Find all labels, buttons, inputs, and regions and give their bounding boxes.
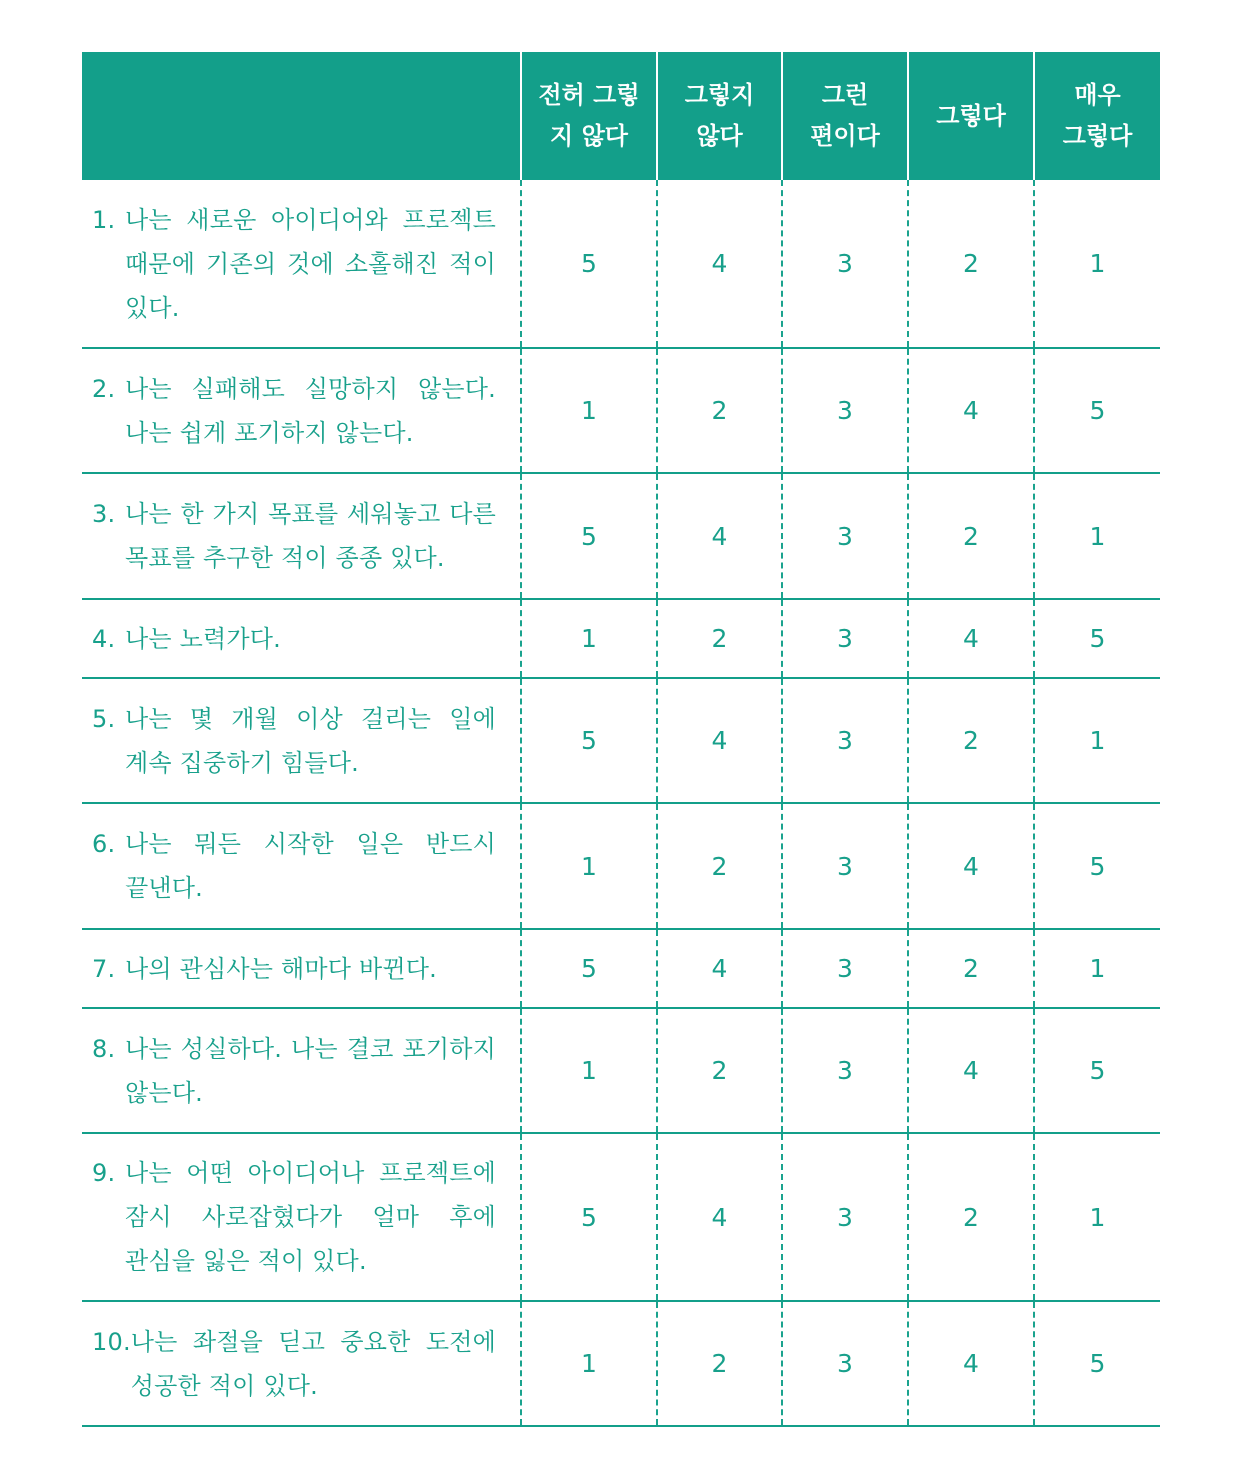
question-cell	[82, 473, 521, 599]
score-cell: 3	[782, 678, 908, 803]
table-row	[82, 599, 1160, 678]
header-row	[82, 52, 1160, 180]
question-cell	[82, 1133, 521, 1301]
header-option-neutral: 그런 편이다	[782, 52, 908, 180]
question-text: 나는 좌절을 딛고 중요한 도전에 성공한 적이 있다.	[130, 1327, 496, 1400]
score-cell: 1	[1034, 678, 1160, 803]
score-cell: 5	[521, 678, 657, 803]
question-text: 나는 성실하다. 나는 결코 포기하지 않는다.	[125, 1034, 496, 1107]
score-cell: 5	[1034, 599, 1160, 678]
table-row	[82, 1008, 1160, 1133]
question-cell	[82, 599, 521, 678]
score-cell: 3	[782, 1008, 908, 1133]
header-option-agree: 그렇다	[908, 52, 1034, 180]
score-cell: 3	[782, 803, 908, 929]
score-cell: 1	[521, 1008, 657, 1133]
header-option-disagree: 그렇지 않다	[657, 52, 782, 180]
question-cell	[82, 180, 521, 348]
question-number: 3.	[92, 500, 116, 528]
header-option-strongly-agree: 매우 그렇다	[1034, 52, 1160, 180]
question-number: 9.	[92, 1159, 116, 1187]
score-cell: 2	[908, 473, 1034, 599]
score-cell: 4	[908, 1301, 1034, 1426]
score-cell: 1	[521, 348, 657, 473]
score-cell: 4	[657, 473, 782, 599]
score-cell: 2	[657, 1008, 782, 1133]
score-cell: 1	[521, 1301, 657, 1426]
score-cell: 4	[908, 348, 1034, 473]
score-cell: 3	[782, 929, 908, 1008]
question-text: 나는 노력가다.	[125, 624, 281, 653]
header-option-strongly-disagree: 전허 그렇 지 않다	[521, 52, 657, 180]
question-cell	[82, 1301, 521, 1426]
table-row	[82, 348, 1160, 473]
question-number: 5.	[92, 704, 116, 733]
table-header	[82, 52, 1160, 180]
score-cell: 2	[657, 803, 782, 929]
question-cell	[82, 929, 521, 1008]
table-row	[82, 180, 1160, 348]
score-cell: 4	[908, 1008, 1034, 1133]
header-corner-cell	[82, 52, 521, 180]
score-cell: 4	[657, 929, 782, 1008]
score-cell: 2	[657, 348, 782, 473]
question-number: 4.	[92, 624, 116, 653]
question-cell	[82, 678, 521, 803]
score-cell: 3	[782, 599, 908, 678]
question-number: 6.	[92, 830, 116, 858]
score-cell: 1	[521, 803, 657, 929]
question-cell	[82, 1008, 521, 1133]
question-number: 7.	[92, 954, 116, 983]
score-cell: 2	[908, 929, 1034, 1008]
score-cell: 2	[657, 599, 782, 678]
table-row	[82, 678, 1160, 803]
score-cell: 3	[782, 1301, 908, 1426]
score-cell: 2	[908, 1133, 1034, 1301]
table-body	[82, 180, 1160, 1426]
grit-survey-table	[82, 52, 1160, 1427]
question-number: 2.	[92, 374, 116, 403]
table-row	[82, 1301, 1160, 1426]
score-cell: 1	[1034, 1133, 1160, 1301]
score-cell: 5	[521, 1133, 657, 1301]
score-cell: 5	[521, 929, 657, 1008]
score-cell: 1	[521, 599, 657, 678]
score-cell: 1	[1034, 180, 1160, 348]
question-number: 8.	[92, 1034, 116, 1063]
score-cell: 4	[657, 180, 782, 348]
question-cell	[82, 348, 521, 473]
score-cell: 4	[908, 803, 1034, 929]
score-cell: 5	[1034, 803, 1160, 929]
question-text: 나는 한 가지 목표를 세워놓고 다른 목표를 추구한 적이 종종 있다.	[125, 500, 496, 572]
score-cell: 1	[1034, 473, 1160, 599]
score-cell: 4	[908, 599, 1034, 678]
score-cell: 3	[782, 1133, 908, 1301]
score-cell: 4	[657, 1133, 782, 1301]
question-text: 나는 실패해도 실망하지 않는다. 나는 쉽게 포기하지 않는다.	[125, 374, 496, 447]
score-cell: 5	[521, 473, 657, 599]
score-cell: 2	[657, 1301, 782, 1426]
score-cell: 3	[782, 348, 908, 473]
score-cell: 3	[782, 473, 908, 599]
score-cell: 5	[1034, 1301, 1160, 1426]
table-row	[82, 803, 1160, 929]
table-row	[82, 473, 1160, 599]
table-row	[82, 1133, 1160, 1301]
score-cell: 5	[1034, 1008, 1160, 1133]
question-number: 1.	[92, 205, 116, 234]
question-text: 나의 관심사는 해마다 바뀐다.	[125, 954, 437, 983]
question-text: 나는 몇 개월 이상 걸리는 일에 계속 집중하기 힘들다.	[125, 704, 496, 777]
table-row	[82, 929, 1160, 1008]
question-cell	[82, 803, 521, 929]
question-number: 10.	[92, 1327, 131, 1356]
question-text: 나는 어떤 아이디어나 프로젝트에 잠시 사로잡혔다가 얼마 후에 관심을 잃은 적이 있다.	[125, 1159, 496, 1275]
question-text: 나는 뭐든 시작한 일은 반드시 끝낸다.	[125, 830, 496, 902]
score-cell: 3	[782, 180, 908, 348]
score-cell: 4	[657, 678, 782, 803]
score-cell: 5	[1034, 348, 1160, 473]
score-cell: 2	[908, 678, 1034, 803]
score-cell: 2	[908, 180, 1034, 348]
question-text: 나는 새로운 아이디어와 프로젝트 때문에 기존의 것에 소홀해진 적이 있다.	[125, 205, 496, 322]
score-cell: 1	[1034, 929, 1160, 1008]
score-cell: 5	[521, 180, 657, 348]
